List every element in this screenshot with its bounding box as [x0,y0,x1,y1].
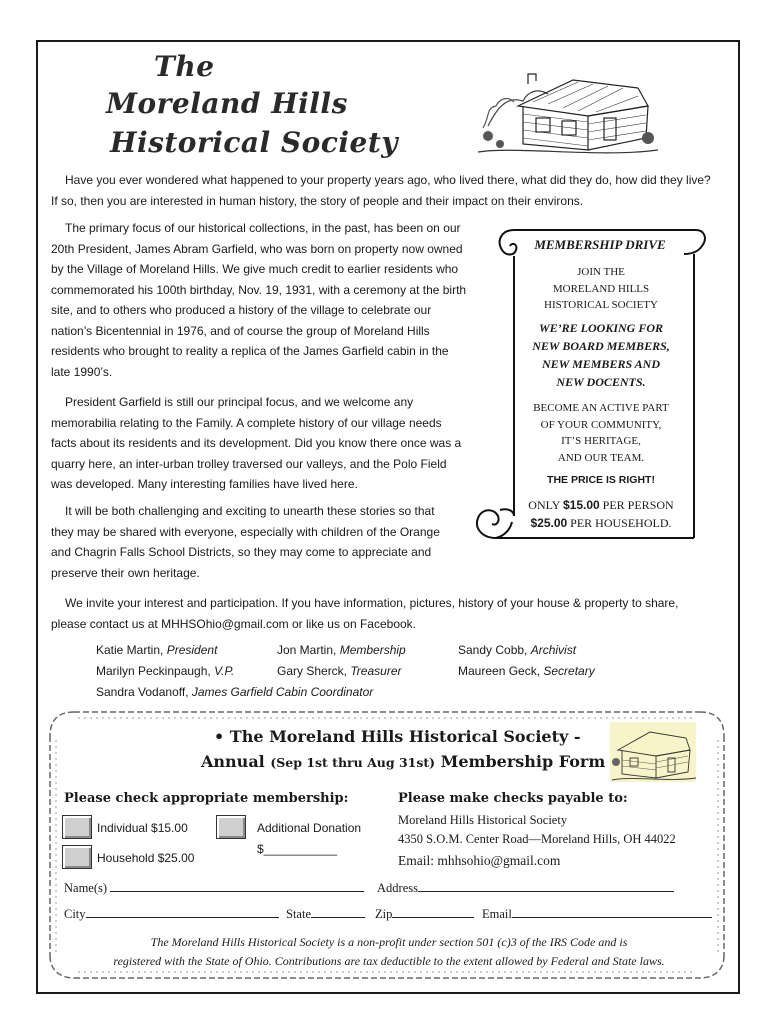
officer-president [96,643,217,657]
text-line: residents who brought to reality a replica of the James Garfield cabin in the [51,344,449,358]
officer-role: James Garfield Cabin Coordinator [191,685,374,699]
text-line: JOIN THE [577,266,625,278]
officer-role: V.P. [214,664,235,678]
cabin-illustration [478,66,658,156]
zip-label: Zip [375,907,393,921]
address-line[interactable] [418,881,674,892]
officer-name: Sandy Cobb, [458,643,531,657]
payee-address: 4350 S.O.M. Center Road—Moreland Hills, OH 44022 [398,832,676,846]
join-text [506,264,696,314]
invite-paragraph [51,593,716,634]
email-label: Email [482,907,512,921]
names-field[interactable] [64,881,364,896]
cost-household-amount: $25.00 [530,516,568,530]
text-line: WE’RE LOOKING FOR [538,321,664,335]
become-text [506,400,696,466]
text-line: NEW DOCENTS. [556,375,646,389]
officer-name: Maureen Geck, [458,664,544,678]
officer-role: Secretary [543,664,595,678]
cost-person-amount: $15.00 [562,498,600,512]
text-line: BECOME AN ACTIVE PART [533,402,669,414]
officer-name: Sandra Vodanoff, [96,685,192,699]
text-line: IT’S HERITAGE, [561,435,641,447]
text-line: was developed. Many interesting families have lived here. [51,477,358,491]
membership-drive-scroll [470,226,710,552]
price-right-text: THE PRICE IS RIGHT! [547,474,655,486]
officer-cabin-coordinator [96,685,373,699]
invite-text: We invite your interest and participation. If you have information, pictures, history of your house & property to share, please contact us at MHHSOhio@gmail.com or like us on Facebook. [51,596,679,631]
text-line: AND OUR TEAM. [557,451,645,464]
state-line[interactable] [311,907,365,918]
title-line-1: The [154,50,215,83]
text-line: site, and to others who produced a history of the village to celebrate our [51,303,432,317]
form-title-line-2 [201,752,605,771]
additional-donation-checkbox[interactable] [216,815,246,839]
officer-role: Archivist [530,643,577,657]
additional-donation-label: Additional Donation [257,821,362,835]
text-line: late 1990’s. [51,364,113,379]
form-title-annual: Annual [201,752,271,771]
text-line: The primary focus of our historical collections, in the past, has been on our [65,221,461,235]
zip-line[interactable] [392,907,474,918]
email-line[interactable] [512,907,712,918]
donation-amount-field[interactable]: $___________ [257,842,338,856]
officer-vp [96,664,234,678]
form-title-line-1: • The Moreland Hills Historical Society - [214,727,581,746]
nonprofit-note [74,933,704,971]
officer-role: Treasurer [350,664,402,678]
officer-secretary [458,664,595,678]
officer-name: Katie Martin, [96,643,167,657]
officer-role: Membership [339,643,406,657]
officer-name: Gary Sherck, [277,664,351,678]
form-title-period: (Sep 1st thru Aug 31st) [270,755,436,770]
check-membership-heading: Please check appropriate membership: [64,791,349,806]
household-checkbox[interactable] [62,845,92,869]
text-line: preserve their own heritage. [51,565,200,580]
payee-email: Email: mhhsohio@gmail.com [398,853,561,868]
form-cabin-illustration [610,722,696,782]
cost-suffix: PER PERSON [599,498,674,512]
heritage-paragraph [51,501,481,583]
text-line: HISTORICAL SOCIETY [544,299,658,311]
address-label: Address [377,881,418,895]
officer-treasurer [277,664,401,678]
cost-suffix: PER HOUSEHOLD. [567,516,672,530]
intro-text: Have you ever wondered what happened to your property years ago, who lived there, what did they do, how did they live? If so, then you are interested in human history, the story of people and their impact on their environs. [51,173,711,208]
cost-person [506,496,696,514]
cost-household [506,514,696,532]
city-line[interactable] [86,907,279,918]
text-line: by the Village of Moreland Hills. We give much credit to earlier residents who [51,262,459,276]
city-field[interactable] [64,907,279,922]
intro-paragraph [51,170,711,211]
officer-archivist [458,643,576,657]
payable-heading: Please make checks payable to: [398,791,628,806]
form-title-membership: Membership Form [435,752,606,771]
title-line-2: Moreland Hills [106,87,348,120]
officer-name: Marilyn Peckinpaugh, [96,664,215,678]
text-line: It will be both challenging and exciting to unearth these stories so that [65,504,435,518]
looking-for-text [506,319,696,391]
membership-drive-heading: MEMBERSHIP DRIVE [534,237,666,252]
household-label: Household $25.00 [97,851,195,865]
text-line: OF YOUR COMMUNITY, [540,418,662,431]
text-line: and Chagrin Falls School Districts, so they may come to appreciate and [51,545,432,559]
state-field[interactable] [286,907,365,922]
individual-checkbox[interactable] [62,815,92,839]
individual-label: Individual $15.00 [97,821,188,835]
cost-text [506,496,696,532]
state-label: State [286,907,311,921]
text-line: MORELAND HILLS [552,282,650,295]
focus-paragraph [51,218,506,382]
text-line: commemorated his 100th birthday, Nov. 19, 1931, with a ceremony at the birth [51,282,467,297]
zip-field[interactable] [375,907,474,922]
text-line: nation’s Bicentennial in 1976, and of course the group of Moreland Hills [51,323,430,338]
title-line-3: Historical Society [110,126,399,159]
text-line: memorabilia relating to the Family. A complete history of our village needs [51,415,442,430]
cost-prefix: ONLY [528,498,563,512]
text-line: NEW BOARD MEMBERS, [532,339,670,353]
payee-name: Moreland Hills Historical Society [398,813,568,827]
text-line: President Garfield is still our principal focus, and we welcome any [65,395,414,409]
names-label: Name(s) [64,881,108,895]
note-line: The Moreland Hills Historical Society is a non-profit under section 501 (c)3 of the IRS Code and is [150,935,628,949]
email-field[interactable] [482,907,712,922]
names-line[interactable] [110,881,364,892]
text-line: quarry here, an inter-urban trolley traversed our valleys, and the Polo Field [51,456,447,471]
officer-membership [277,643,406,657]
officer-name: Jon Martin, [277,643,340,657]
text-line: facts about its residents and its development. Did you know there once was a [51,436,462,450]
officer-role: President [166,643,218,657]
garfield-paragraph [51,392,496,495]
address-field[interactable] [377,881,674,896]
text-line: NEW MEMBERS AND [541,357,661,371]
text-line: they may be shared with everyone, especially with children of the Orange [51,524,440,539]
city-label: City [64,907,86,921]
text-line: 20th President, James Abram Garfield, who was born on property now owned [51,241,463,256]
note-line: registered with the State of Ohio. Contributions are tax deductible to the extent allowed by Federal and State laws. [113,954,665,968]
